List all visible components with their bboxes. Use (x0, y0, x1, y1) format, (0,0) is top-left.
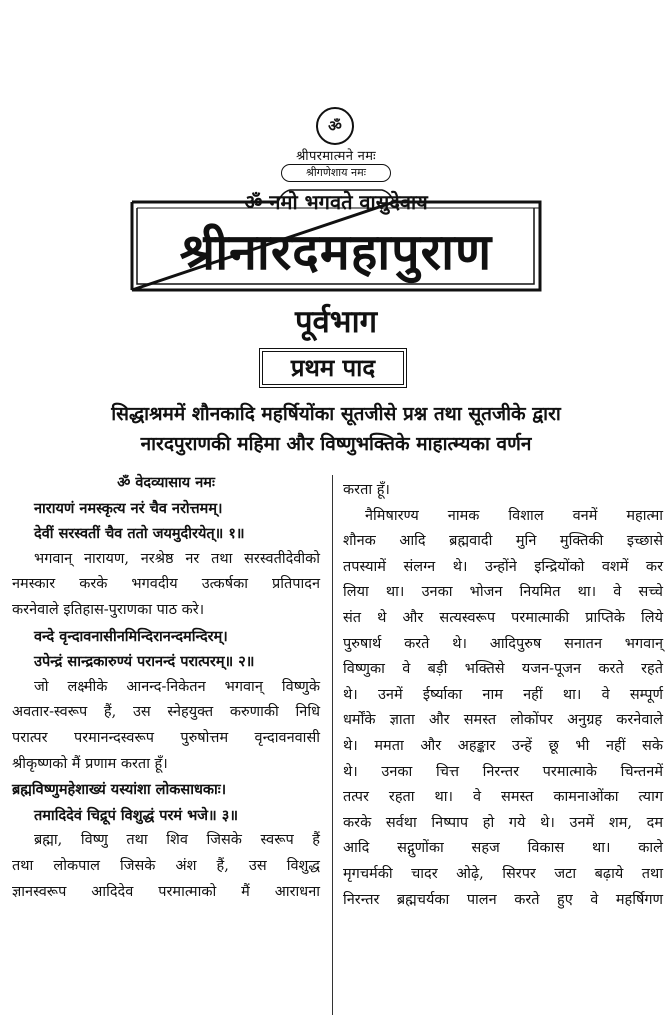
verse-line: देवीं सरस्वतीं चैव ततो जयमुदीरयेत्॥ १॥ (34, 525, 245, 543)
verse-line: उपेन्द्रं सान्द्रकारुण्यं परानन्दं परात्परम्॥ २॥ (34, 653, 255, 671)
paragraph-line: शौनक आदि ब्रह्मवादी मुनि मुक्तिकी इच्छासे (343, 533, 663, 550)
left-column (12, 470, 320, 905)
invocation-namo: ॐ नमो भगवते वासुदेवाय (244, 190, 428, 214)
right-column (343, 478, 663, 913)
verse-line: तमादिदेवं चिद्रूपं विशुद्धं परमं भजे॥ ३॥ (34, 806, 239, 824)
paragraph-line: थे। उनका चित्त निरन्तर परमात्माके चिन्तनमें (343, 763, 663, 780)
paragraph-line: मृगचर्मकी चादर ओढ़े, सिरपर जटा बढ़ाये तथा (343, 865, 663, 882)
paragraph-line: विष्णुका वे बड़ी भक्तिसे यजन-पूजन करते रहते (343, 661, 663, 678)
paragraph-line: तपस्यामें संलग्न थे। उन्होंने इन्द्रियोंको वशमें कर (343, 558, 663, 575)
chapter-heading-line-2: नारदपुराणकी महिमा और विष्णुभक्तिके माहात्म्यका वर्णन (140, 433, 532, 455)
paragraph-line: ज्ञानस्वरूप आदिदेव परमात्माको मैं आराधना (12, 883, 320, 900)
paragraph-line: नैमिषारण्य नामक विशाल वनमें महात्मा (365, 507, 663, 524)
invocation-ganeshaya: श्रीगणेशाय नमः (281, 164, 391, 182)
paragraph-line: संत थे और सत्यस्वरूप परमात्माकी प्राप्तिके लिये (343, 609, 663, 626)
paragraph-line: श्रीकृष्णको मैं प्रणाम करता हूँ। (12, 755, 168, 772)
invocation-vedavyasa: ॐ वेदव्यासाय नमः (117, 474, 215, 491)
pada-label: प्रथम पाद (259, 348, 407, 388)
paragraph-line: परात्पर परमानन्दस्वरूप पुरुषोत्तम वृन्दावनवासी (12, 729, 320, 746)
paragraph-line: निरन्तर ब्रह्मचर्यका पालन करते हुए वे महर्षिगण (343, 891, 663, 908)
paragraph-line: अवतार-स्वरूप हैं, उस स्नेहयुक्त करुणाकी निधि (12, 704, 320, 721)
paragraph-line: ब्रह्मा, विष्णु तथा शिव जिसके स्वरूप हैं (34, 832, 320, 849)
verse-line: ब्रह्मविष्णुमहेशाख्यं यस्यांशा लोकसाधकाः। (12, 781, 227, 799)
invocation-parmatmane: श्रीपरमात्मने नमः (296, 149, 376, 164)
paragraph-line: लिया था। उनका भोजन नियमित था। वे सच्चे (343, 584, 663, 601)
om-seal-icon: ॐ (316, 107, 354, 145)
chapter-heading-line-1: सिद्धाश्रममें शौनकादि महर्षियोंका सूतजीसे प्रश्न तथा सूतजीके द्वारा (111, 403, 561, 425)
paragraph-line: तथा लोकपाल जिसके अंश हैं, उस विशुद्ध (12, 857, 320, 874)
paragraph-line: थे। ममता और अहङ्कार उन्हें छू भी नहीं सके (343, 737, 663, 754)
column-divider (332, 475, 333, 1015)
paragraph-line: तत्पर रहता था। वे समस्त कामनाओंका त्याग (343, 789, 663, 806)
paragraph-line: थे। उनमें ईर्ष्याका नाम नहीं था। वे सम्पूर्ण (343, 686, 663, 703)
paragraph-line: करनेवाले इतिहास-पुराणका पाठ करे। (12, 601, 205, 618)
paragraph-line: करता हूँ। (343, 482, 390, 498)
paragraph-line: भगवान् नारायण, नरश्रेष्ठ नर तथा सरस्वतीदेवीको (34, 550, 320, 567)
paragraph-line: आदि सद्गुणोंका सहज विकास था। काले (343, 840, 663, 857)
paragraph-line: नमस्कार करके भगवदीय उत्कर्षका प्रतिपादन (12, 576, 320, 593)
paragraph-line: धर्मोंके ज्ञाता और समस्त लोकोंपर अनुग्रह करनेवाले (343, 712, 663, 729)
page-title: श्रीनारदमहापुराण (179, 222, 493, 281)
verse-line: नारायणं नमस्कृत्य नरं चैव नरोत्तमम्। (34, 499, 223, 517)
section-title: पूर्वभाग (294, 304, 378, 340)
paragraph-line: करके सर्वथा निष्पाप हो गये थे। उनमें शम, दम (343, 814, 663, 831)
paragraph-line: जो लक्ष्मीके आनन्द-निकेतन भगवान् विष्णुके (34, 678, 320, 695)
verse-line: वन्दे वृन्दावनासीनमिन्दिरानन्दमन्दिरम्। (34, 627, 228, 645)
paragraph-line: पुरुषार्थ करते थे। आदिपुरुष सनातन भगवान् (343, 635, 663, 652)
